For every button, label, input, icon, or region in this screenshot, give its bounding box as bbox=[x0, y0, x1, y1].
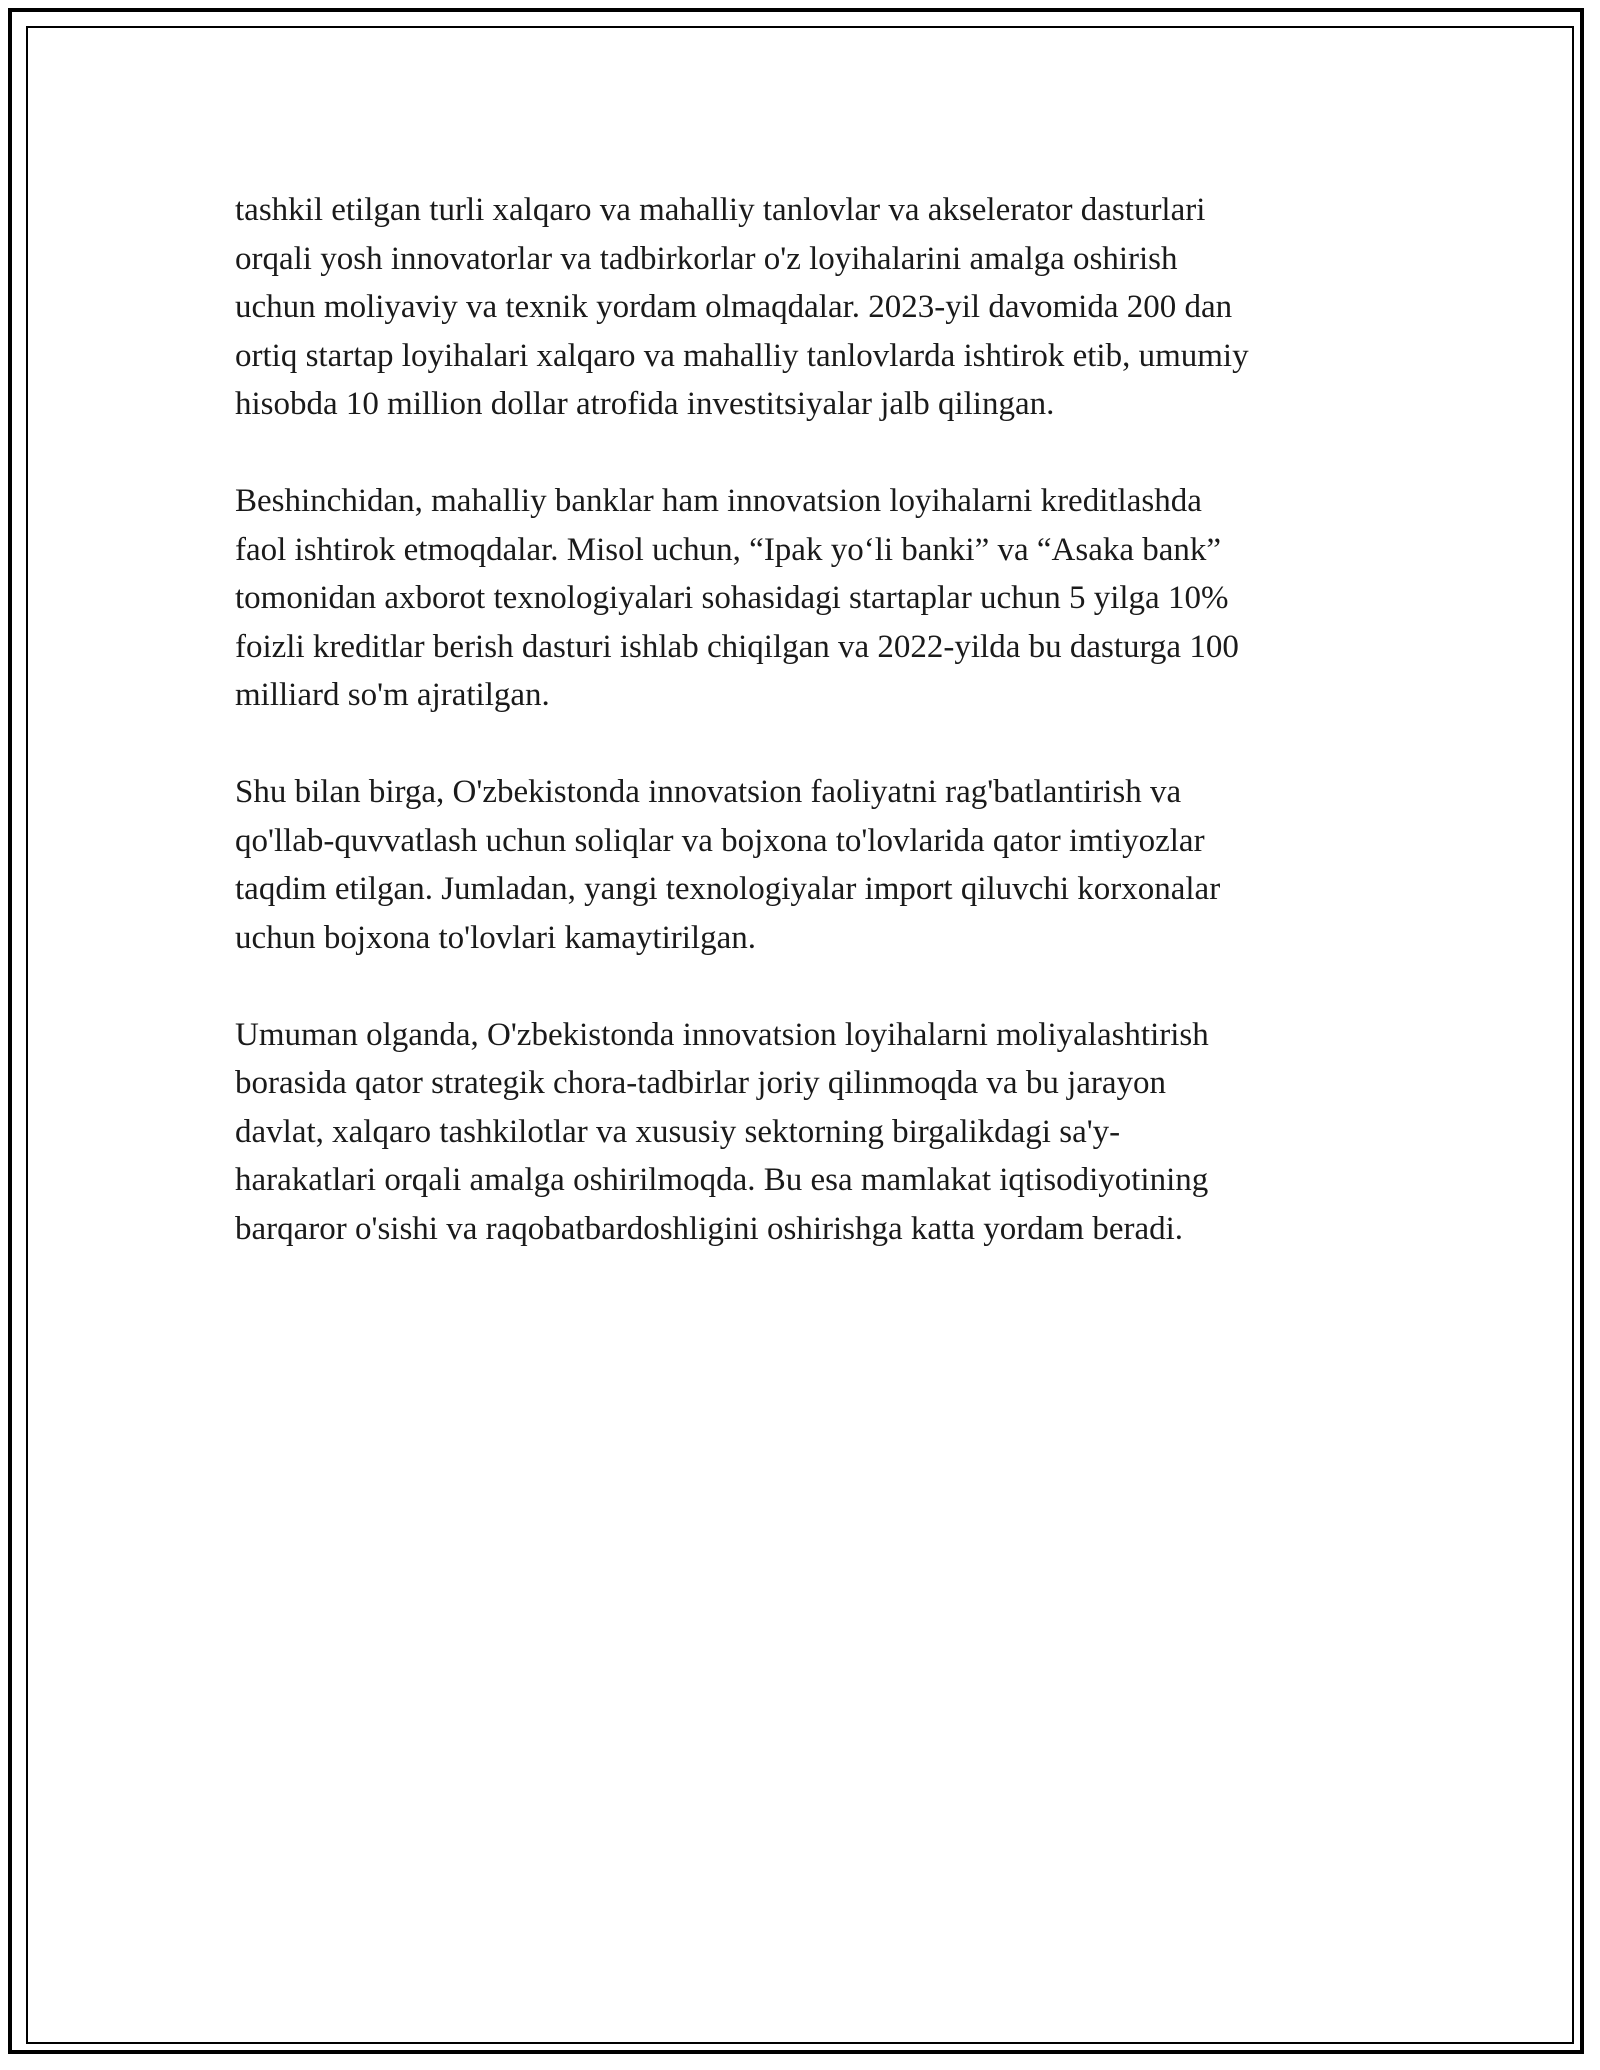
paragraph-2: Beshinchidan, mahalliy banklar ham innovatsion loyihalarni kreditlashda faol ishtirok etmoqdalar. Misol uchun, “Ipak yo‘li banki” va “Asaka bank” tomonidan axborot texnologiyalari sohasidagi startaplar uchun 5 yilga 10% foizli kreditlar berish dasturi ishlab chiqilgan va 2022-yilda bu dasturga 100 milliard so'm ajratilgan. bbox=[235, 483, 1239, 713]
paragraph-1: tashkil etilgan turli xalqaro va mahalliy tanlovlar va akselerator dasturlari orqali yosh innovatorlar va tadbirkorlar o'z loyihalarini amalga oshirish uchun moliyaviy va texnik yordam olmaqdalar. 2023-yil davomida 200 dan ortiq startap loyihalari xalqaro va mahalliy tanlovlarda ishtirok etib, umumiy hisobda 10 million dollar atrofida investitsiyalar jalb qilingan. bbox=[235, 192, 1249, 422]
paragraph-3: Shu bilan birga, O'zbekistonda innovatsion faoliyatni rag'batlantirish va qo'llab-quvvatlash uchun soliqlar va bojxona to'lovlarida qator imtiyozlar taqdim etilgan. Jumladan, yangi texnologiyalar import qiluvchi korxonalar uchun bojxona to'lovlari kamaytirilgan. bbox=[235, 774, 1221, 956]
document-body bbox=[235, 186, 1365, 1302]
paragraph-4: Umuman olganda, O'zbekistonda innovatsion loyihalarni moliyalashtirish borasida qator strategik chora-tadbirlar joriy qilinmoqda va bu jarayon davlat, xalqaro tashkilotlar va xususiy sektorning birgalikdagi sa'y- harakatlari orqali amalga oshirilmoqda. Bu esa mamlakat iqtisodiyotining barqaror o'sishi va raqobatbardoshligini oshirishga katta yordam beradi. bbox=[235, 1016, 1209, 1247]
